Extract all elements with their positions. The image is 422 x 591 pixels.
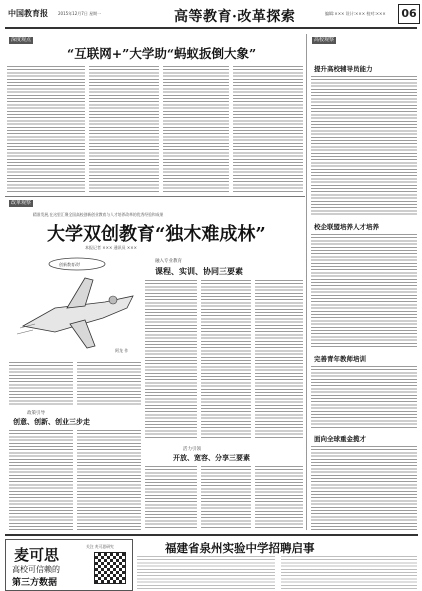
- right-heading-2: 校企联盟培养人才培养: [314, 223, 379, 231]
- ad-strip: [5, 534, 418, 591]
- masthead-rule: [5, 27, 417, 29]
- feature-headline: 大学双创教育“独木难成林”: [47, 224, 266, 245]
- feature-kicker: 精准发展,在这里汇聚全国高校创新创业教育与人才培养改革的优秀经验和成果: [33, 212, 164, 217]
- right-heading-1: 提升高校辅导员能力: [314, 65, 373, 73]
- subhead: 课程、实训、协同三要素: [155, 266, 243, 276]
- right-text: [311, 446, 417, 530]
- section-head-2: 创意、创新、创业三步走: [13, 417, 90, 426]
- feature-text: [145, 466, 197, 530]
- feature-text: [77, 430, 141, 530]
- ad-box: [5, 539, 133, 591]
- section-kicker-2: 政策引导: [27, 411, 45, 416]
- cartoon-bubble: 创新教育改!: [59, 262, 81, 267]
- right-text: [311, 234, 417, 348]
- right-text: [311, 76, 417, 216]
- top-story-text: [233, 66, 303, 192]
- recruit-text: [281, 556, 417, 589]
- qr-code: [94, 552, 126, 584]
- right-column: [308, 34, 418, 534]
- column-tag: 深度观点: [11, 37, 32, 43]
- top-headline: “互联网+”大学助“蚂蚁扳倒大象”: [67, 46, 257, 61]
- top-story-text: [89, 66, 159, 192]
- feature-text: [201, 466, 251, 530]
- feature-text: [255, 280, 303, 440]
- right-heading-3: 完善青年教师培训: [314, 355, 366, 363]
- column-divider: [306, 34, 307, 530]
- feature-byline: 本报记者 ××× 通讯员 ×××: [85, 245, 137, 250]
- section-title: 高等教育·改革探索: [174, 9, 296, 25]
- feature-text: [77, 362, 141, 406]
- page-number: 06: [398, 4, 420, 24]
- section-head-3: 开放、宽容、分享三要素: [173, 453, 250, 462]
- cartoon-caption: 阿龙 作: [115, 348, 129, 353]
- recruit-title: 福建省泉州实验中学招聘启事: [165, 541, 315, 555]
- feature-text: [255, 466, 303, 530]
- top-story-text: [163, 66, 229, 192]
- subhead-kicker: 融入专业教育: [155, 259, 182, 264]
- cartoon-illustration: [15, 256, 140, 356]
- date-line: 2015年12月7日 星期一: [58, 11, 102, 16]
- masthead: [0, 0, 422, 34]
- feature-text: [145, 280, 197, 440]
- feature-text: [201, 280, 251, 440]
- feature-tag: 改革观察: [11, 200, 32, 206]
- ad-brand: 麦可思: [14, 546, 60, 564]
- paper-logo: 中国教育报: [8, 8, 48, 18]
- ad-tagline-1: 高校可信赖的: [12, 565, 60, 574]
- feature-text: [9, 430, 73, 530]
- right-text: [311, 366, 417, 428]
- feature-text: [9, 362, 73, 406]
- contact-line: 编辑:××× 设计:××× 校对:×××: [325, 11, 386, 16]
- right-tag: 高校观察: [314, 37, 335, 43]
- section-kicker-3: 活力引领: [183, 447, 201, 452]
- section-rule: [5, 196, 305, 197]
- ad-tagline-2: 第三方数据: [12, 578, 58, 588]
- top-story-text: [7, 66, 85, 192]
- feature-section: [5, 196, 305, 532]
- recruit-text: [137, 556, 275, 589]
- top-story: [5, 34, 305, 194]
- right-heading-4: 面向全球重金揽才: [314, 435, 366, 443]
- qr-label: 关注 麦可思研究: [86, 544, 114, 549]
